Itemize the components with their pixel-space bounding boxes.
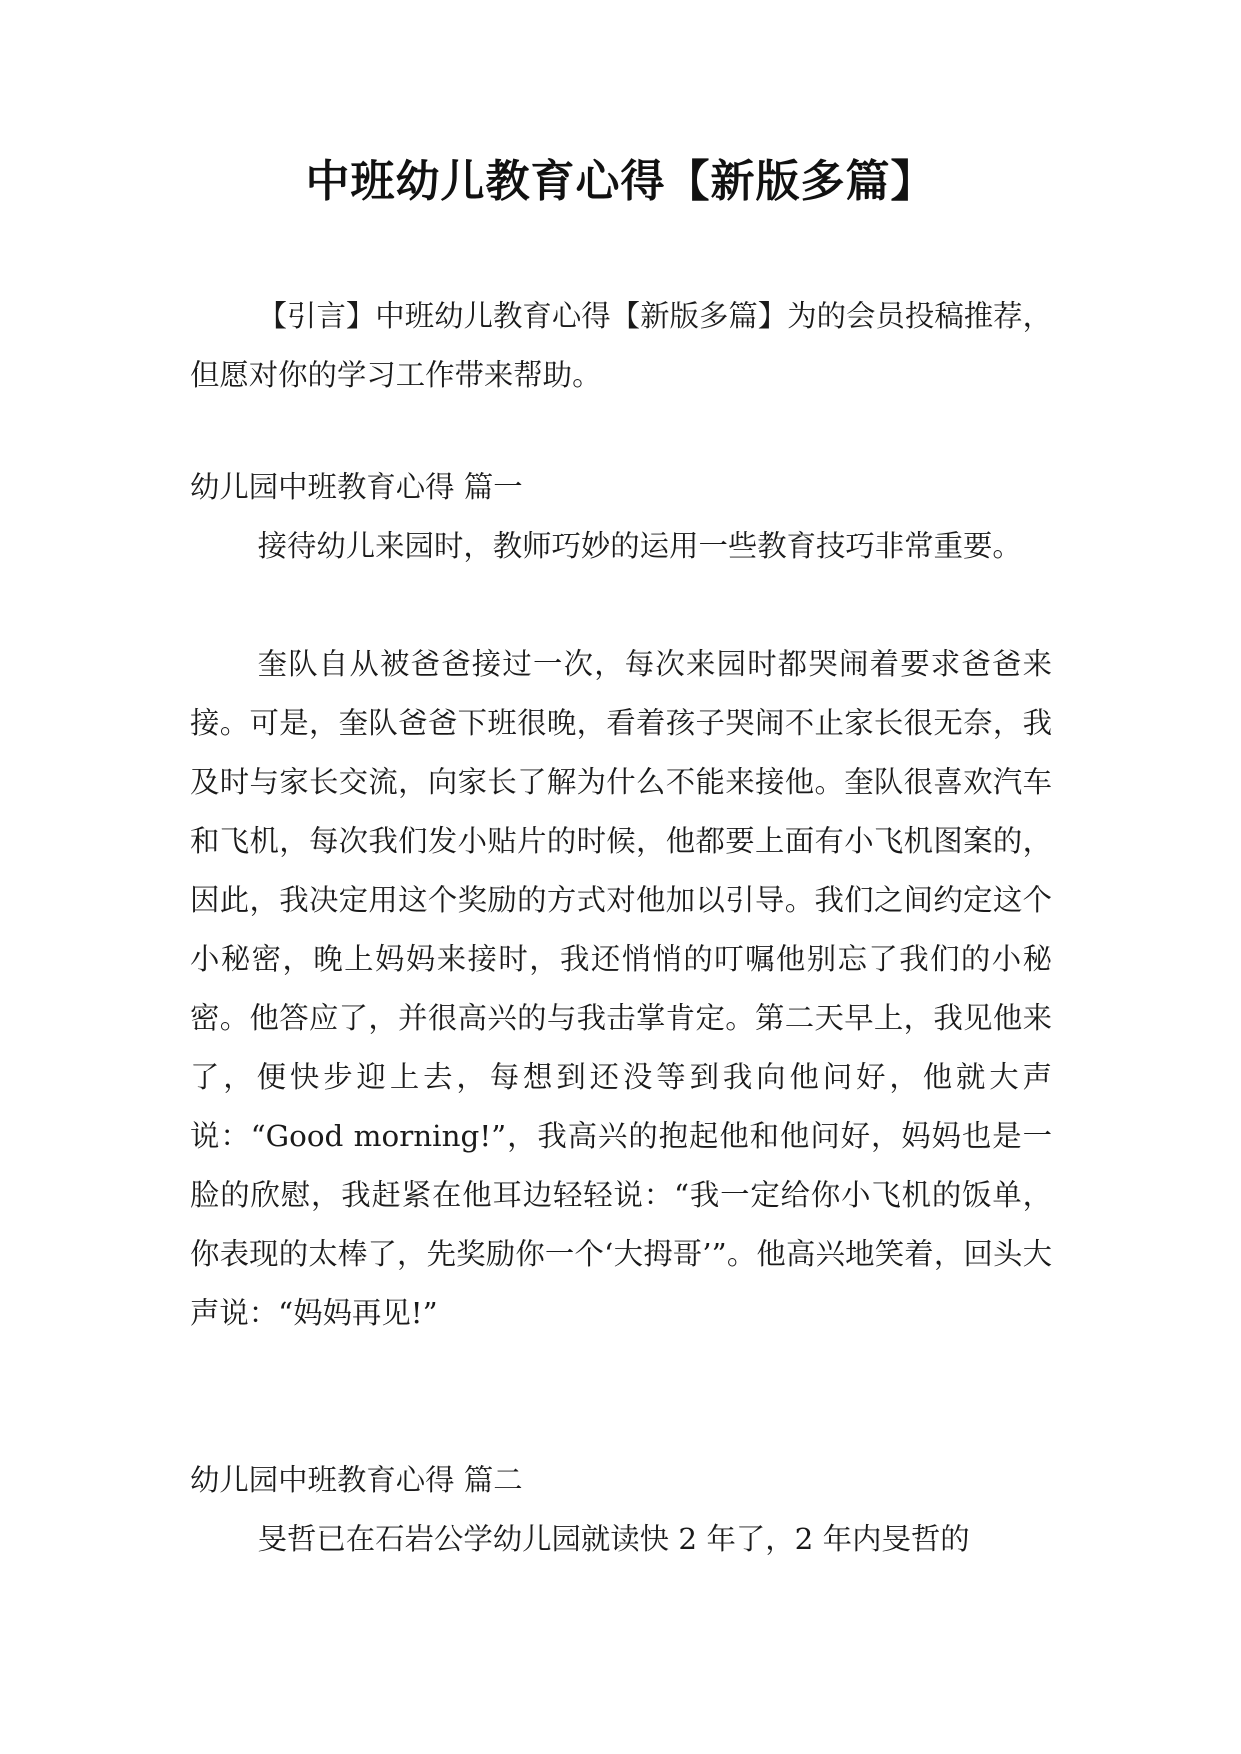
section-heading: 幼儿园中班教育心得 篇二 bbox=[190, 1463, 523, 1497]
document-title: 中班幼儿教育心得【新版多篇】 bbox=[305, 156, 936, 207]
body-paragraph: 旻哲已在石岩公学幼儿园就读快 2 年了，2 年内旻哲的 bbox=[257, 1522, 970, 1556]
intro-paragraph: 【引言】中班幼儿教育心得【新版多篇】为的会员投稿推荐，但愿对你的学习工作带来帮助。 bbox=[190, 299, 1052, 392]
body-paragraph: 接待幼儿来园时，教师巧妙的运用一些教育技巧非常重要。 bbox=[257, 529, 1022, 563]
body-paragraph: 奎队自从被爸爸接过一次，每次来园时都哭闹着要求爸爸来接。可是，奎队爸爸下班很晚，看着孩子哭闹不止家长很无奈，我及时与家长交流，向家长了解为什么不能来接他。奎队很喜欢汽车和飞机，每次我们发小贴片的时候，他都要上面有小飞机图案的，因此，我决定用这个奖励的方式对他加以引导。我们之间约定这个小秘密，晚上妈妈来接时，我还悄悄的叮嘱他别忘了我们的小秘密。他答应了，并很高兴的与我击掌肯定。第二天早上，我见他来了，便快步迎上去，每想到还没等到我向他问好，他就大声说：“Good morning!”，我高兴的抱起他和他问好，妈妈也是一脸的欣慰，我赶紧在他耳边轻轻说：“我一定给你小飞机的饭单，你表现的太棒了，先奖励你一个‘大拇哥’”。他高兴地笑着，回头大声说：“妈妈再见!” bbox=[190, 647, 1052, 1330]
section-heading: 幼儿园中班教育心得 篇一 bbox=[190, 470, 523, 504]
